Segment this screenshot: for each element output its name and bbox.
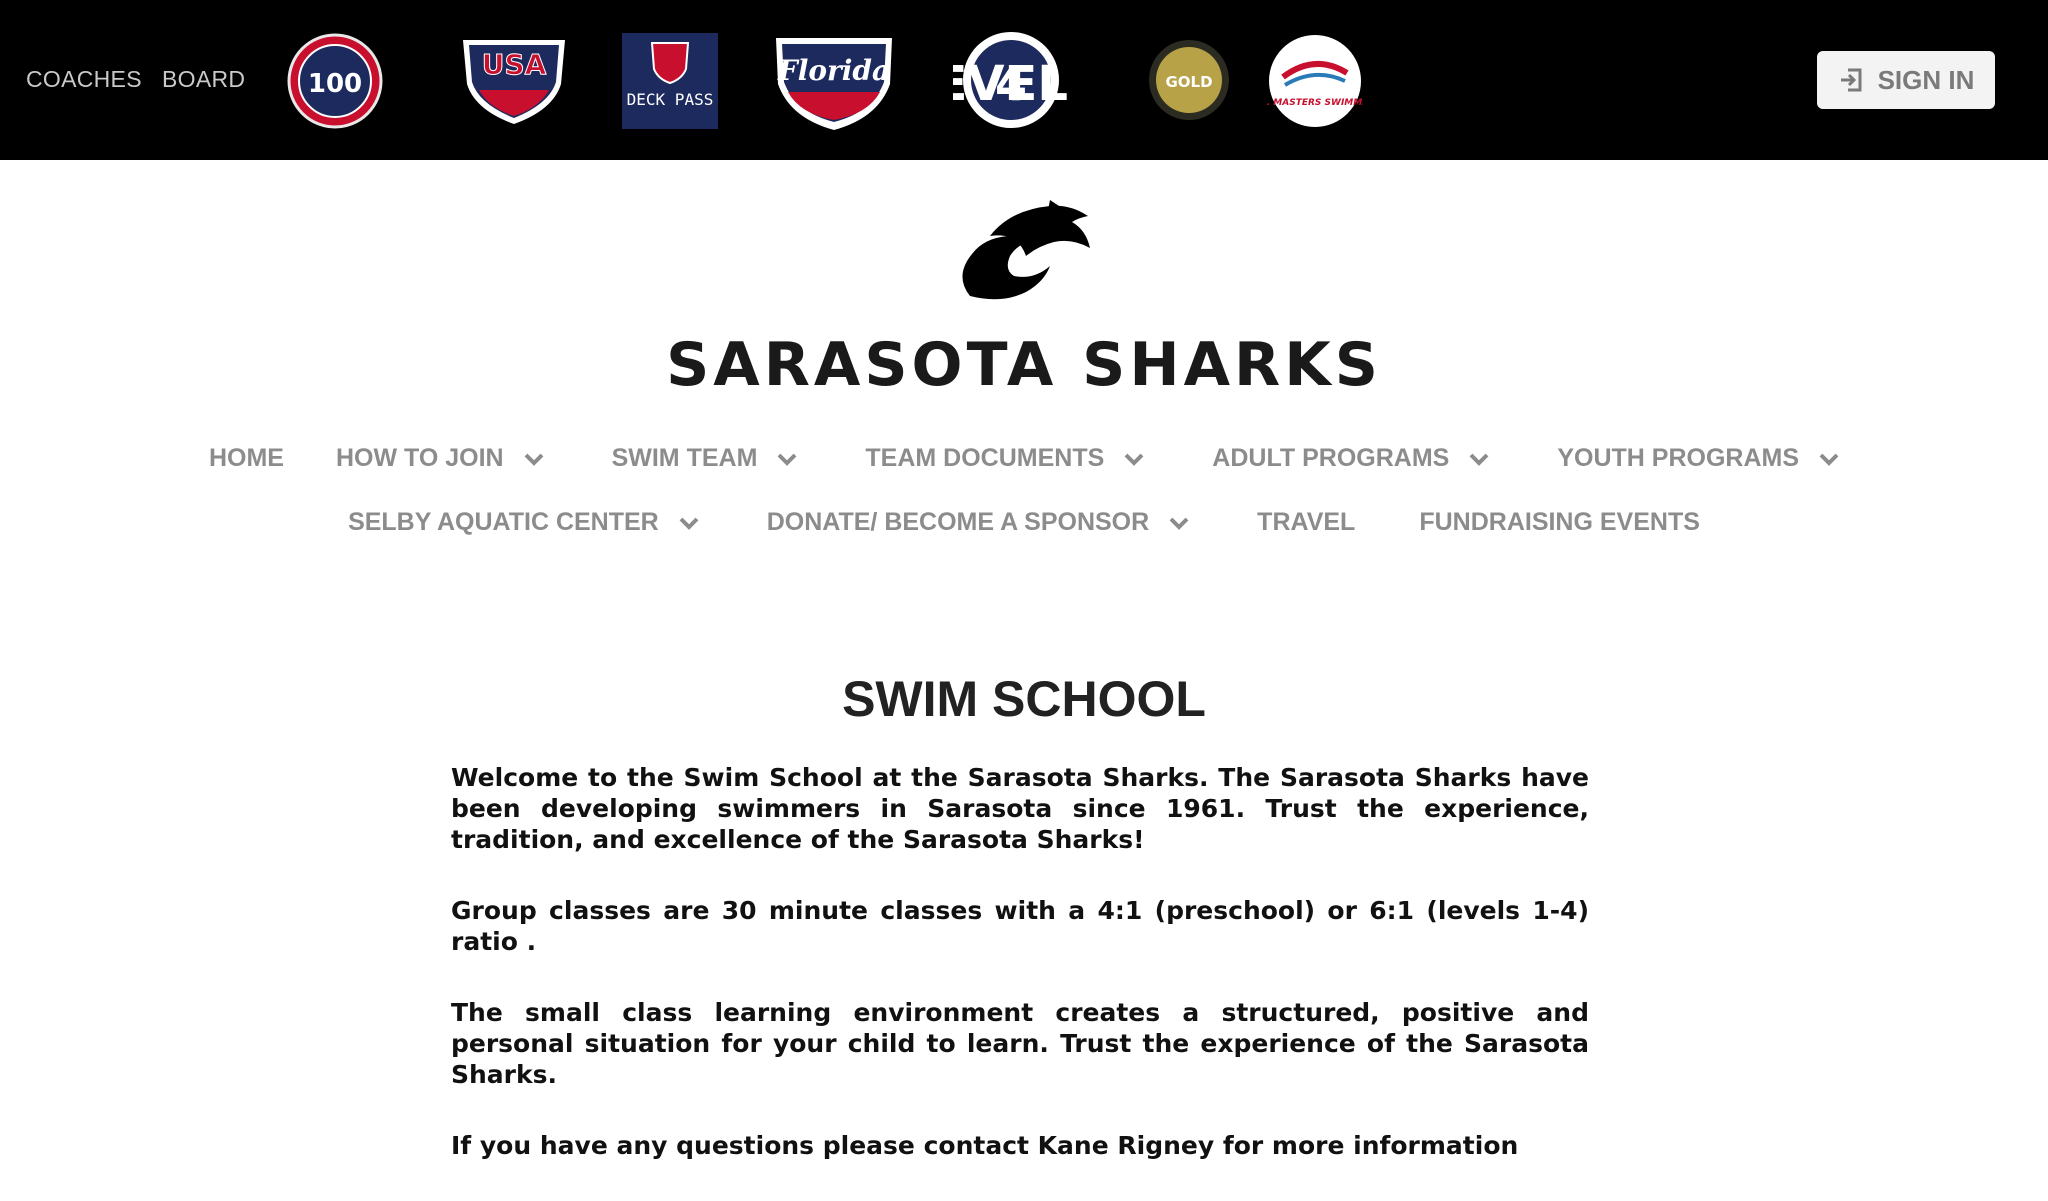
top-bar xyxy=(0,0,2048,160)
nav-home[interactable]: HOME xyxy=(208,444,284,472)
nav-selby-aquatic-center[interactable]: SELBY AQUATIC CENTER xyxy=(348,508,699,537)
chevron-down-icon xyxy=(524,444,544,473)
us-masters-text: . MASTERS SWIMM xyxy=(1267,98,1363,108)
nav-team-documents[interactable]: TEAM DOCUMENTS xyxy=(865,444,1144,473)
page-title: SWIM SCHOOL xyxy=(842,671,1206,727)
sign-in-icon xyxy=(1838,67,1864,93)
nav-donate-sponsor[interactable]: DONATE/ BECOME A SPONSOR xyxy=(767,508,1189,537)
nav-fundraising-events[interactable]: FUNDRAISING EVENTS xyxy=(1419,508,1700,536)
board-link[interactable]: BOARD xyxy=(162,66,246,92)
svg-text:4: 4 xyxy=(994,57,1028,111)
level-4-badge[interactable] xyxy=(953,26,1069,139)
florida-text: Florida xyxy=(777,54,891,87)
main-nav-row-1 xyxy=(0,444,2048,473)
world-100-text: 100 xyxy=(307,69,363,99)
gold-medal-club-badge[interactable] xyxy=(1147,38,1231,127)
world-100-badge[interactable] xyxy=(286,32,384,135)
main-nav-row-2 xyxy=(0,508,2048,537)
chevron-down-icon xyxy=(1124,444,1144,473)
brand-name[interactable]: SARASOTA SHARKS xyxy=(666,330,1382,400)
chevron-down-icon xyxy=(679,508,699,537)
chevron-down-icon xyxy=(777,444,797,473)
sign-in-button[interactable] xyxy=(1817,51,1995,109)
group-classes-paragraph: Group classes are 30 minute classes with a 4:1 (preschool) or 6:1 (levels 1-4) ratio . xyxy=(451,896,1589,956)
contact-paragraph: If you have any questions please contact Kane Rigney for more information xyxy=(451,1131,1519,1160)
shark-logo-icon[interactable] xyxy=(950,196,1100,311)
level-4-text: VEL xyxy=(967,56,1068,112)
intro-paragraph: Welcome to the Swim School at the Sarasota Sharks. The Sarasota Sharks have been developing swimmers in Sarasota since 1961. Trust the experience, tradition, and excellence of the Sarasota Sharks! xyxy=(451,763,1589,854)
page-content xyxy=(451,762,1589,1201)
sign-in-label: SIGN IN xyxy=(1877,64,1975,95)
us-masters-swimming-badge[interactable] xyxy=(1267,33,1363,134)
nav-adult-programs[interactable]: ADULT PROGRAMS xyxy=(1212,444,1489,473)
chevron-down-icon xyxy=(1819,444,1839,473)
usa-swimming-badge[interactable] xyxy=(457,34,571,133)
learning-environment-paragraph: The small class learning environment creates a structured, positive and personal situation for your child to learn. Trust the experience of the Sarasota Sharks. xyxy=(451,998,1589,1089)
chevron-down-icon xyxy=(1169,508,1189,537)
deck-pass-badge[interactable] xyxy=(622,33,718,134)
nav-swim-team[interactable]: SWIM TEAM xyxy=(612,444,798,473)
gold-text: GOLD xyxy=(1165,73,1213,91)
chevron-down-icon xyxy=(1469,444,1489,473)
nav-how-to-join[interactable]: HOW TO JOIN xyxy=(336,444,544,473)
deck-pass-text: DECK PASS xyxy=(626,90,714,109)
coaches-link[interactable]: COACHES xyxy=(26,66,142,92)
usa-swimming-text: USA xyxy=(481,48,547,81)
nav-youth-programs[interactable]: YOUTH PROGRAMS xyxy=(1557,444,1839,473)
florida-swimming-badge[interactable] xyxy=(768,22,900,139)
nav-travel[interactable]: TRAVEL xyxy=(1257,508,1356,536)
